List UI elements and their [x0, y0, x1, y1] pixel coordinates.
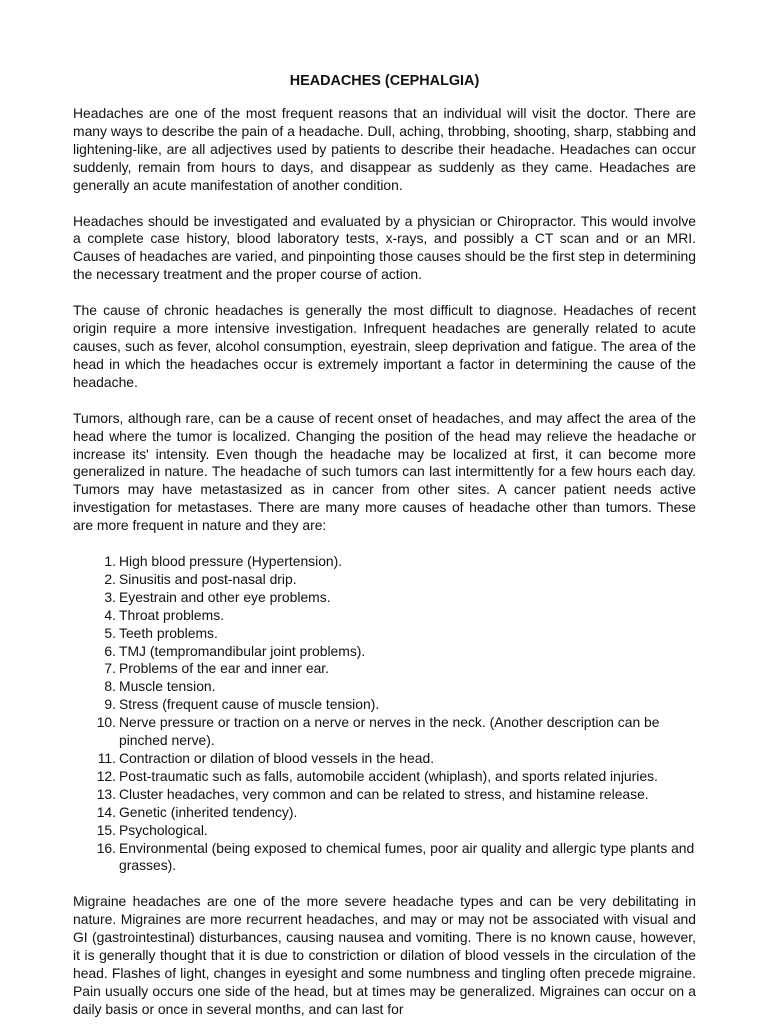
paragraph-tumors: Tumors, although rare, can be a cause of recent onset of headaches, and may affect the area of the head where the tumor is localized. Changing the position of the head may relieve the headache or increase its' intensity. Even though the headache may be localized at first, it can become more generalized in nature. The headache of such tumors can last intermittently for a few hours each day. Tumors may have metastasized as in cancer from other sites. A cancer patient needs active investigation for metastases. There are many more causes of headache other than tumors. These are more frequent in nature and they are:: [73, 409, 696, 534]
list-item: [73, 589, 696, 607]
list-item-text: Problems of the ear and inner ear.: [119, 660, 330, 677]
list-item: [73, 553, 696, 571]
list-item: [73, 625, 696, 643]
list-item-number: 4.: [104, 606, 116, 623]
list-item-number: 14.: [96, 803, 116, 820]
list-item-number: 1.: [104, 553, 116, 570]
list-item-number: 9.: [104, 696, 116, 713]
list-item-text: Contraction or dilation of blood vessels in the head.: [119, 750, 435, 766]
list-item-text: Throat problems.: [119, 606, 224, 623]
list-item-number: 11.: [97, 750, 116, 766]
list-item: [73, 696, 696, 714]
list-item-number: 7.: [104, 660, 116, 677]
list-item: [73, 714, 696, 750]
list-item-text: Stress (frequent cause of muscle tension).: [119, 696, 380, 713]
list-item: [73, 660, 696, 678]
paragraph-investigation: Headaches should be investigated and evaluated by a physician or Chiropractor. This would involve a complete case history, blood laboratory tests, x-rays, and possibly a CT scan and or an MRI. Causes of headaches are varied, and pinpointing those causes should be the first step in determining the necessary treatment and the proper course of action.: [73, 212, 696, 283]
list-item: [73, 822, 696, 840]
list-item: [73, 768, 696, 786]
list-item-text: Muscle tension.: [119, 678, 216, 695]
list-item-text: Nerve pressure or traction on a nerve or nerves in the neck. (Another description can be pinched nerve).: [119, 714, 660, 749]
list-item: [73, 607, 696, 625]
list-item-text: Cluster headaches, very common and can be related to stress, and histamine release.: [119, 785, 649, 802]
list-item-number: 2.: [104, 570, 116, 587]
list-item-text: High blood pressure (Hypertension).: [119, 553, 343, 570]
list-item-text: Eyestrain and other eye problems.: [119, 588, 331, 605]
list-item-number: 13.: [96, 785, 116, 802]
paragraph-chronic: The cause of chronic headaches is generally the most difficult to diagnose. Headaches of recent origin require a more intensive investigation. Infrequent headaches are generally related to acute causes, such as fever, alcohol consumption, eyestrain, sleep deprivation and fatigue. The area of the head in which the headaches occur is extremely important a factor in determining the cause of the headache.: [73, 302, 696, 390]
paragraph-intro: Headaches are one of the most frequent reasons that an individual will visit the doctor. There are many ways to describe the pain of a headache. Dull, aching, throbbing, shooting, sharp, stabbing and lightening-like, are all adjectives used by patients to describe their headache. Headaches can occur suddenly, remain from hours to days, and disappear as suddenly as they came. Headaches are generally an acute manifestation of another condition.: [73, 105, 696, 193]
list-item-text: Sinusitis and post-nasal drip.: [119, 570, 297, 587]
list-item-text: Environmental (being exposed to chemical fumes, poor air quality and allergic type plants and grasses).: [119, 839, 695, 874]
list-item-text: Post-traumatic such as falls, automobile accident (whiplash), and sports related injuries.: [119, 767, 658, 784]
list-item-number: 10.: [96, 714, 116, 731]
list-item: [73, 678, 696, 696]
list-item-number: 6.: [104, 642, 116, 659]
list-item-text: Psychological.: [119, 821, 208, 838]
list-item-number: 12.: [96, 767, 116, 784]
list-item-number: 8.: [104, 678, 116, 695]
list-item: [73, 840, 696, 876]
list-item: [73, 571, 696, 589]
list-item-number: 3.: [104, 588, 116, 605]
list-item: [73, 750, 696, 768]
list-item-text: Teeth problems.: [119, 624, 218, 641]
list-item-text: Genetic (inherited tendency).: [119, 803, 298, 820]
paragraph-migraine: Migraine headaches are one of the more severe headache types and can be very debilitating in nature. Migraines are more recurrent headaches, and may or may not be associated with visual and GI (gastrointestinal) disturbances, causing nausea and vomiting. There is no known cause, however, it is generally thought that it is due to constriction or dilation of blood vessels in the circulation of the head. Flashes of light, changes in eyesight and some numbness and tingling often precede migraine. Pain usually occurs one side of the head, but at times may be generalized. Migraines can occur on a daily basis or once in several months, and can last for: [73, 893, 696, 1017]
list-item-number: 16.: [96, 839, 116, 856]
list-item-number: 5.: [104, 624, 116, 641]
list-item-text: TMJ (tempromandibular joint problems).: [119, 642, 366, 659]
list-item: [73, 786, 696, 804]
document-title: HEADACHES (CEPHALGIA): [289, 73, 480, 89]
list-item-number: 15.: [96, 821, 116, 838]
list-item: [73, 643, 696, 661]
causes-list: [73, 553, 696, 875]
list-item: [73, 804, 696, 822]
